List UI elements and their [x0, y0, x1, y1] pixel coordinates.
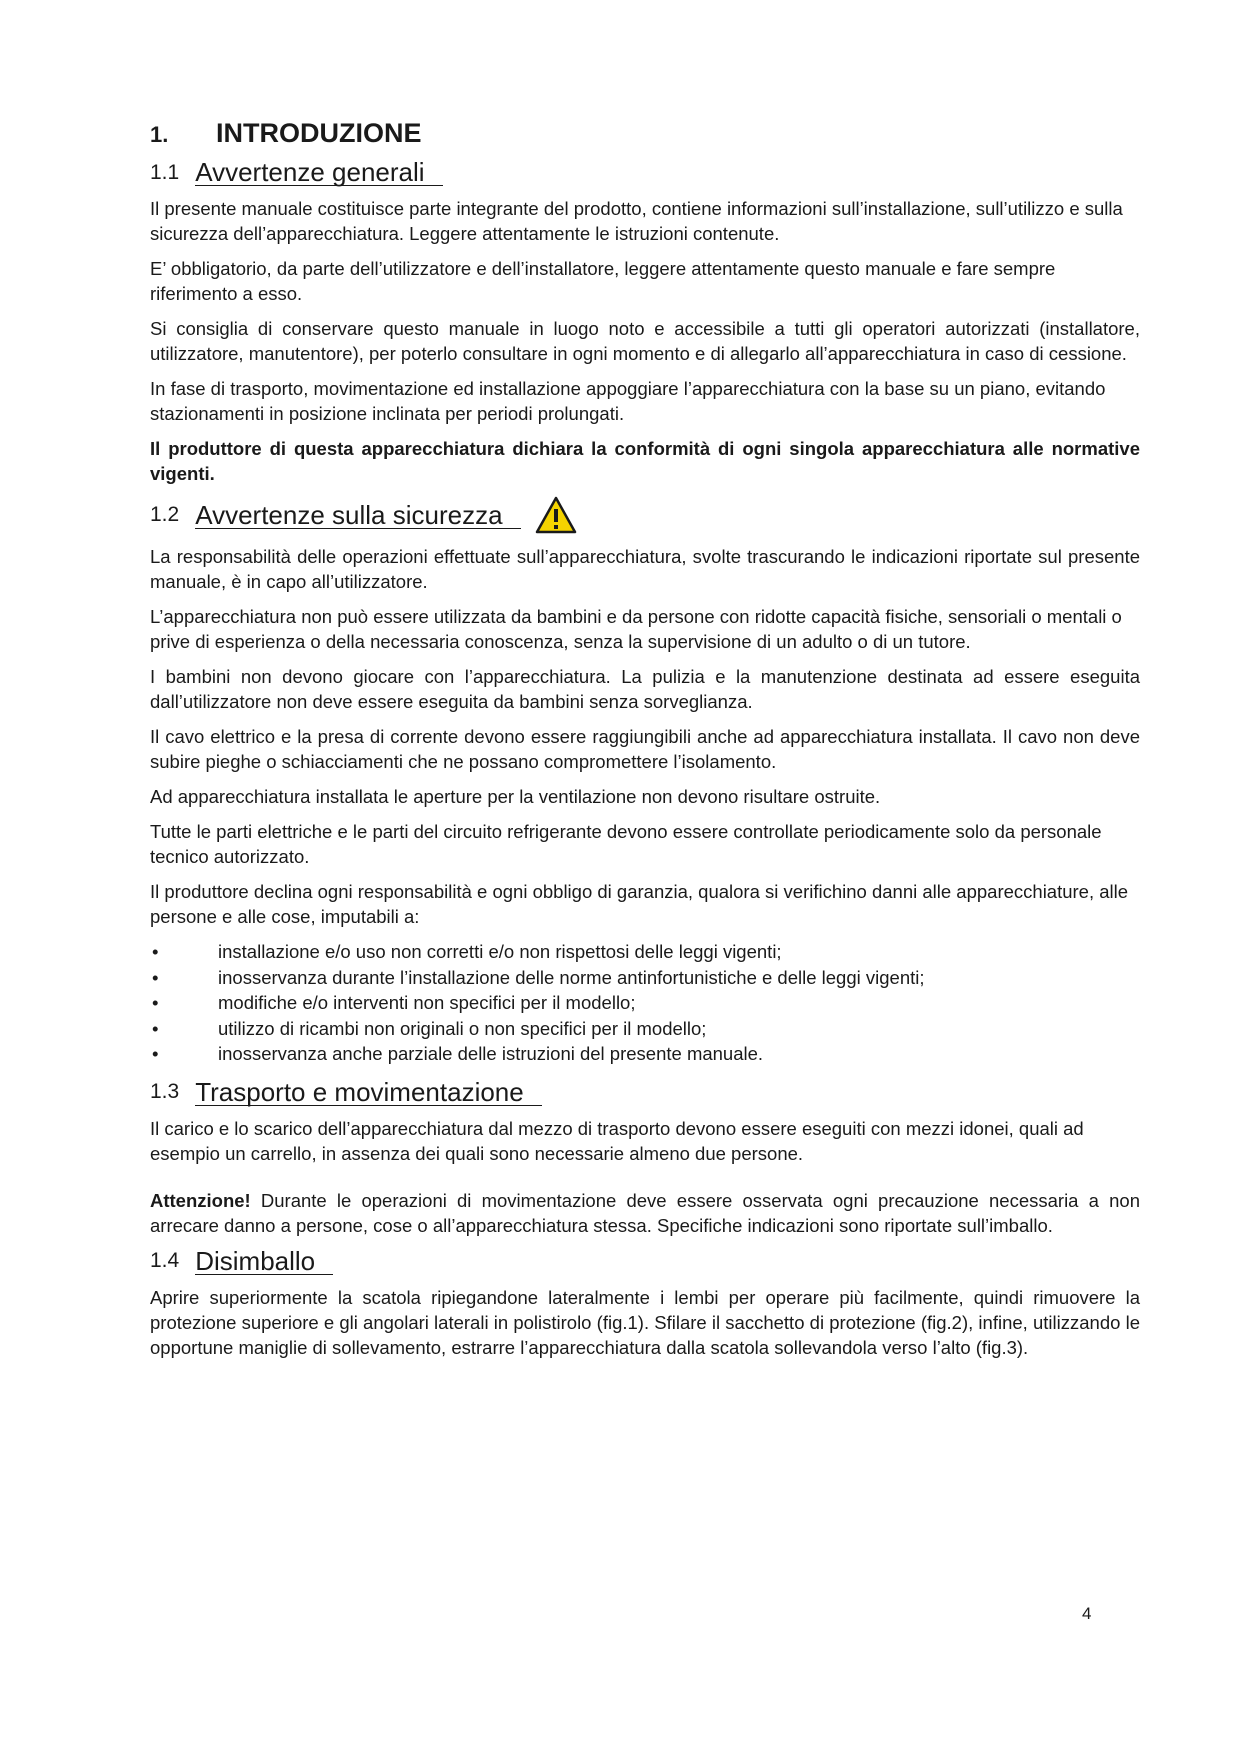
s1-2-paragraph-3: I bambini non devono giocare con l’apparecchiatura. La pulizia e la manutenzione destinata ad essere eseguita dall’utilizzatore non deve essere eseguita da bambini senza sorveglianza. [150, 666, 1140, 712]
bullet-icon: • [152, 966, 159, 988]
warning-triangle-icon [535, 496, 577, 534]
section-1-1-title: Avvertenze generali [195, 159, 442, 186]
bullet-icon: • [152, 992, 159, 1013]
s1-2-paragraph-7: Il produttore declina ogni responsabilità e ogni obbligo di garanzia, qualora si verifichino danni alle apparecchiature, alle persone e alle cose, imputabili a: [150, 881, 1129, 927]
section-1-3-number: 1.3 [150, 1080, 180, 1103]
section-1-2-number: 1.2 [150, 503, 180, 526]
section-1-2-title: Avvertenze sulla sicurezza [195, 502, 520, 529]
list-item: • installazione e/o uso non corretti e/o non rispettosi delle leggi vigenti; [150, 939, 1140, 965]
section-1-4-number: 1.4 [150, 1249, 180, 1272]
attention-text: Durante le operazioni di movimentazione deve essere osservata ogni precauzione necessaria a non arrecare danno a persone, cose o all’apparecchiatura stessa. Specifiche indicazioni sono riportate sull’imballo. [150, 1189, 1140, 1236]
bullet-icon: • [152, 1043, 159, 1064]
section-1-4-title: Disimballo [195, 1248, 333, 1275]
attention-paragraph [150, 1188, 1140, 1238]
section-1-title: INTRODUZIONE [216, 118, 422, 148]
s1-2-paragraph-6: Tutte le parti elettriche e le parti del circuito refrigerante devono essere controllate periodicamente solo da personale tecnico autorizzato. [150, 821, 1102, 867]
s1-2-paragraph-1: La responsabilità delle operazioni effettuate sull’apparecchiatura, svolte trascurando le indicazioni riportate sul presente manuale, è in capo all’utilizzatore. [150, 546, 1140, 592]
section-1-2-heading [150, 496, 1140, 534]
s1-1-paragraph-2: E’ obbligatorio, da parte dell’utilizzatore e dell’installatore, leggere attentamente questo manuale e fare sempre riferimento a esso. [150, 258, 1056, 304]
section-1-3-title: Trasporto e movimentazione [195, 1079, 542, 1106]
list-item: • inosservanza durante l’installazione delle norme antinfortunistiche e delle leggi vigenti; [150, 965, 1140, 991]
s1-2-paragraph-2: L’apparecchiatura non può essere utilizzata da bambini e da persone con ridotte capacità fisiche, sensoriali o mentali o prive di esperienza o della necessaria conoscenza, senza la supervisione di un adulto o di un tutore. [150, 606, 1122, 652]
s1-1-paragraph-1: Il presente manuale costituisce parte integrante del prodotto, contiene informazioni sull’installazione, sull’utilizzo e sulla sicurezza dell’apparecchiatura. Leggere attentamente le istruzioni contenute. [150, 198, 1123, 244]
bullet-icon: • [152, 1017, 159, 1039]
conformity-statement: Il produttore di questa apparecchiatura dichiara la conformità di ogni singola apparecchiatura alle normative vigenti. [150, 438, 1140, 484]
s1-3-paragraph-1: Il carico e lo scarico dell’apparecchiatura dal mezzo di trasporto devono essere eseguiti con mezzi idonei, quali ad esempio un carrello, in assenza dei quali sono necessarie almeno due persone. [150, 1117, 1084, 1164]
section-1-1-number: 1.1 [150, 160, 180, 184]
section-1-number: 1. [150, 122, 169, 147]
list-item: • inosservanza anche parziale delle istruzioni del presente manuale. [150, 1041, 1140, 1067]
s1-4-paragraph-1: Aprire superiormente la scatola ripiegandone lateralmente i lembi per operare più facilmente, quindi rimuovere la protezione superiore e gli angolari laterali in polistirolo (fig.1). Sfilare il sacchetto di protezione (fig.2), infine, utilizzando le opportune maniglie di sollevamento, estrarre l’apparecchiatura dalla scatola sollevandola verso l’alto (fig.3). [150, 1286, 1140, 1358]
attention-label: Attenzione! [150, 1189, 251, 1211]
s1-1-paragraph-3: Si consiglia di conservare questo manuale in luogo noto e accessibile a tutti gli operatori autorizzati (installatore, utilizzatore, manutentore), per poterlo consultare in ogni momento e di allegarlo all’apparecchiatura in caso di cessione. [150, 318, 1140, 364]
s1-2-paragraph-5: Ad apparecchiatura installata le aperture per la ventilazione non devono risultare ostruite. [150, 786, 881, 807]
section-1-heading [150, 118, 1140, 149]
list-item: • utilizzo di ricambi non originali o non specifici per il modello; [150, 1016, 1140, 1042]
liability-list [150, 939, 1140, 1067]
page-number: 4 [1082, 1604, 1092, 1623]
bullet-icon: • [152, 941, 159, 962]
section-1-1-heading [150, 159, 1140, 186]
s1-1-paragraph-4: In fase di trasporto, movimentazione ed installazione appoggiare l’apparecchiatura con la base su un piano, evitando stazionamenti in posizione inclinata per periodi prolungati. [150, 378, 1106, 424]
document-page [150, 118, 1140, 1370]
s1-2-paragraph-4: Il cavo elettrico e la presa di corrente devono essere raggiungibili anche ad apparecchiatura installata. Il cavo non deve subire pieghe o schiacciamenti che ne possano compromettere l’isolamento. [150, 726, 1140, 772]
section-1-4-heading [150, 1245, 1140, 1276]
list-item: • modifiche e/o interventi non specifici per il modello; [150, 990, 1140, 1016]
section-1-3-heading [150, 1076, 1140, 1107]
